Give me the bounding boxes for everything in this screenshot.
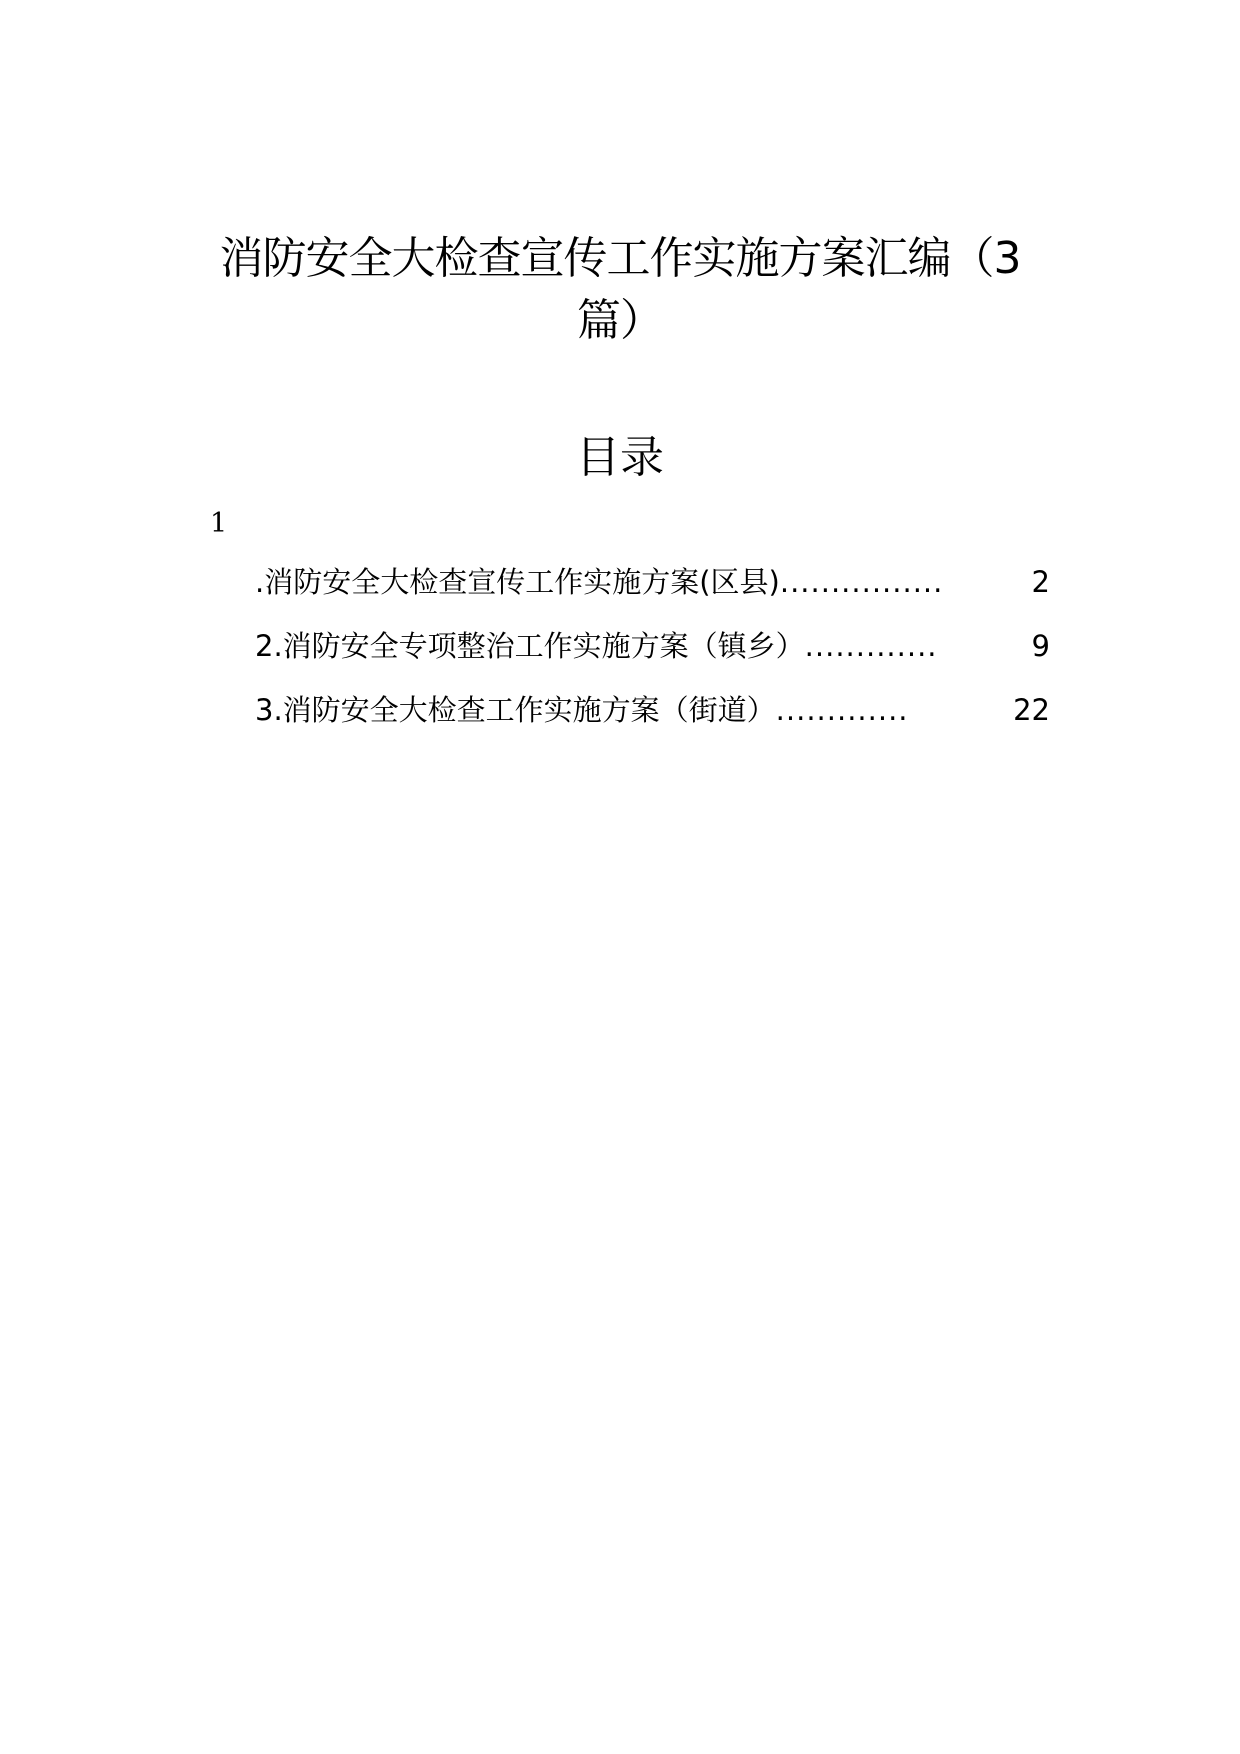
toc-entry-title: .消防安全大检查宣传工作实施方案(区县) (255, 565, 780, 599)
table-of-contents (255, 560, 1050, 752)
toc-heading: 目录 (576, 432, 664, 483)
toc-entry-page: 2 (1031, 565, 1050, 599)
document-title (150, 228, 1090, 352)
toc-number-fragment: 1 (210, 508, 228, 539)
toc-entry-1[interactable] (255, 560, 1050, 624)
document-title-line-2: 篇） (577, 295, 663, 346)
toc-entry-3[interactable] (255, 688, 1050, 752)
toc-entry-2[interactable] (255, 624, 1050, 688)
toc-entry-title: 3.消防安全大检查工作实施方案（街道） (255, 693, 776, 727)
toc-entry-leader: ............. (775, 693, 909, 727)
toc-entry-page: 22 (1013, 693, 1050, 727)
document-title-line-1: 消防安全大检查宣传工作实施方案汇编（3 (219, 233, 1021, 284)
toc-entry-title: 2.消防安全专项整治工作实施方案（镇乡） (255, 629, 805, 663)
toc-entry-leader: ................ (779, 565, 944, 599)
toc-entry-page: 9 (1031, 629, 1050, 663)
toc-entry-leader: ............. (804, 629, 938, 663)
